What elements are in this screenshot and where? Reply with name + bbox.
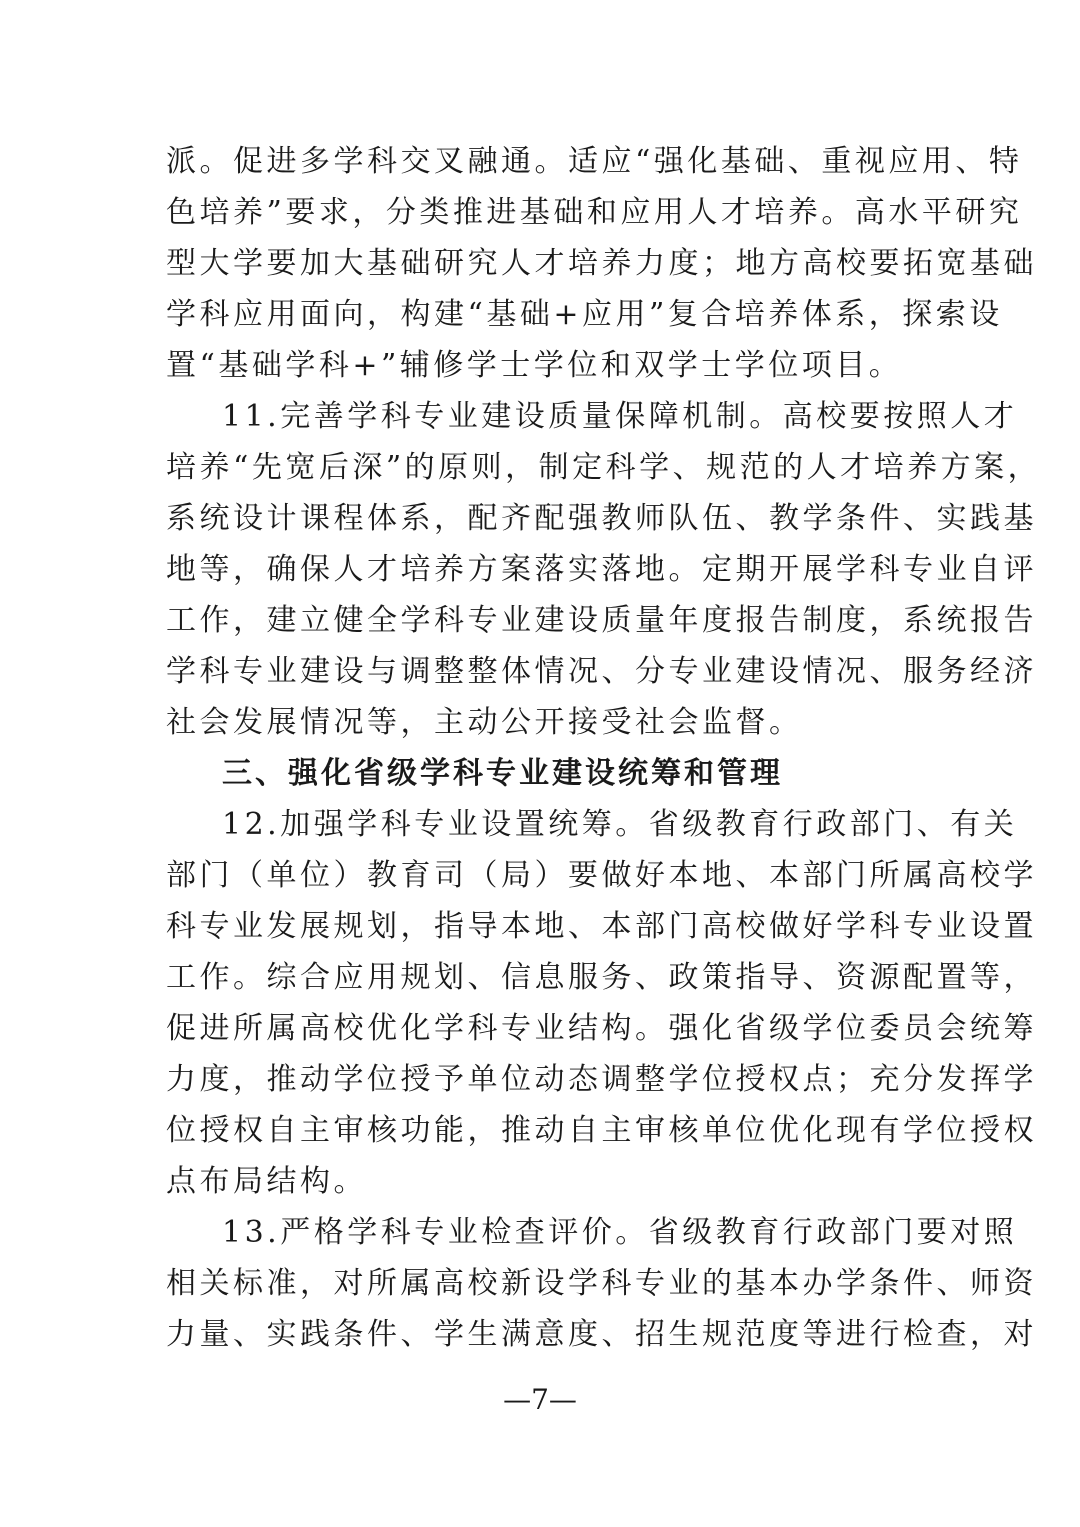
paragraph-12-first-line: 12.加强学科专业设置统筹。省级教育行政部门、有关 (222, 807, 1018, 842)
text-line-1: 派。促进多学科交叉融通。适应“强化基础、重视应用、特 (166, 144, 1023, 179)
text-line-16: 科专业发展规划，指导本地、本部门高校做好学科专业设置 (166, 909, 1037, 944)
text-line-17: 工作。综合应用规划、信息服务、政策指导、资源配置等， (166, 960, 1037, 995)
text-line-23: 相关标准，对所属高校新设学科专业的基本办学条件、师资 (166, 1266, 1037, 1301)
text-line-15: 部门（单位）教育司（局）要做好本地、本部门所属高校学 (166, 858, 1037, 893)
text-line-9: 地等，确保人才培养方案落实落地。定期开展学科专业自评 (166, 552, 1037, 587)
paragraph-13-first-line: 13.严格学科专业检查评价。省级教育行政部门要对照 (222, 1215, 1018, 1250)
text-line-10: 工作，建立健全学科专业建设质量年度报告制度，系统报告 (166, 603, 1037, 638)
text-line-21: 点布局结构。 (166, 1164, 367, 1199)
text-line-18: 促进所属高校优化学科专业结构。强化省级学位委员会统筹 (166, 1011, 1037, 1046)
text-line-11: 学科专业建设与调整整体情况、分专业建设情况、服务经济 (166, 654, 1037, 689)
text-line-19: 力度，推动学位授予单位动态调整学位授权点；充分发挥学 (166, 1062, 1037, 1097)
paragraph-11-first-line: 11.完善学科专业建设质量保障机制。高校要按照人才 (222, 399, 1018, 434)
page-number: —7— (503, 1383, 577, 1416)
text-line-5: 置“基础学科+”辅修学士学位和双学士学位项目。 (166, 348, 903, 383)
text-line-12: 社会发展情况等，主动公开接受社会监督。 (166, 705, 803, 740)
text-line-24: 力量、实践条件、学生满意度、招生规范度等进行检查，对 (166, 1317, 1037, 1352)
text-line-20: 位授权自主审核功能，推动自主审核单位优化现有学位授权 (166, 1113, 1037, 1148)
text-line-7: 培养“先宽后深”的原则，制定科学、规范的人才培养方案， (166, 450, 1042, 485)
text-line-3: 型大学要加大基础研究人才培养力度；地方高校要拓宽基础 (166, 246, 1037, 281)
text-line-2: 色培养”要求，分类推进基础和应用人才培养。高水平研究 (166, 195, 1023, 230)
text-line-4: 学科应用面向，构建“基础+应用”复合培养体系，探索设 (166, 297, 1003, 332)
section-heading: 三、强化省级学科专业建设统筹和管理 (222, 756, 783, 791)
text-line-8: 系统设计课程体系，配齐配强教师队伍、教学条件、实践基 (166, 501, 1037, 536)
